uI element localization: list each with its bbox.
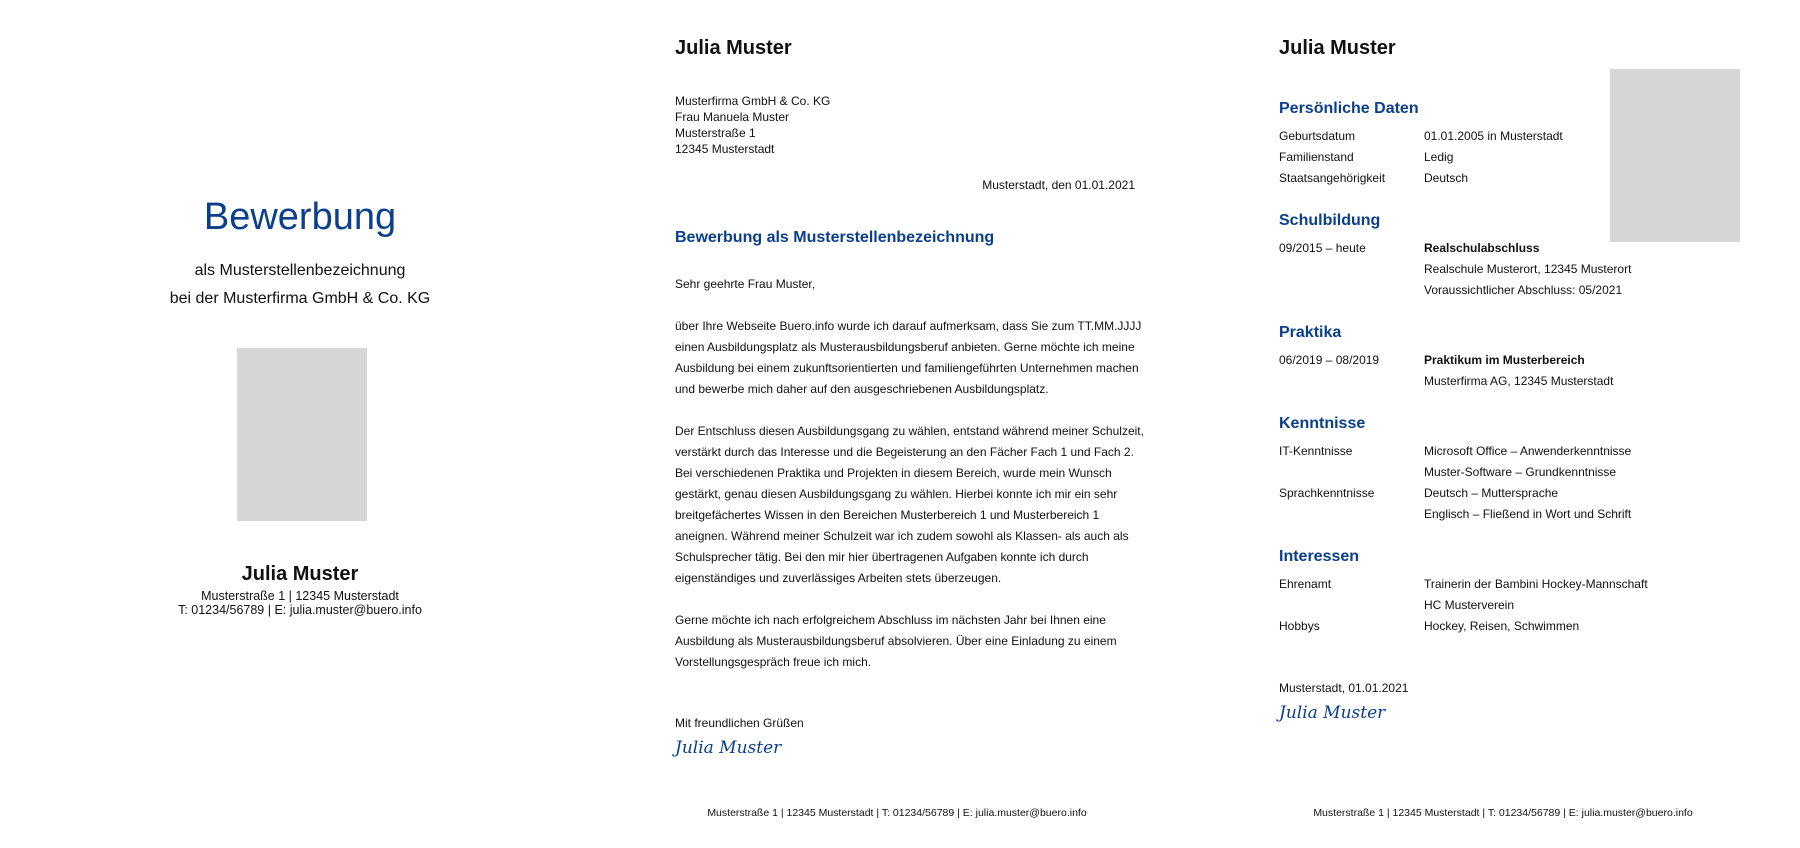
cv-section-interests xyxy=(1279,548,1739,637)
letter-paragraph: über Ihre Webseite Buero.info wurde ich darauf aufmerksam, dass Sie zum TT.MM.JJJJ einen Ausbildungsplatz als Musterausbildungsberuf anbieten. Gerne möchte ich meine Ausbildung bei einem zukunftsorientierten und familiengeführten Unternehmen machen und bewerbe mich daher auf den ausgeschriebenen Ausbildungsplatz. xyxy=(675,319,1142,396)
cv-row xyxy=(1279,259,1739,280)
row-value: Englisch – Fließend in Wort und Schrift xyxy=(1424,507,1632,521)
row-value: Ledig xyxy=(1424,150,1454,164)
row-value: Voraussichtlicher Abschluss: 05/2021 xyxy=(1424,283,1623,297)
cv-footer: Musterstraße 1 | 12345 Musterstadt | T: 01234/56789 | E: julia.muster@buero.info xyxy=(1313,807,1693,819)
cv-page xyxy=(1200,0,1800,848)
section-title: Persönliche Daten xyxy=(1279,100,1419,117)
row-label: Geburtsdatum xyxy=(1279,129,1356,143)
cover-contact: T: 01234/56789 | E: julia.muster@buero.info xyxy=(178,603,422,617)
cv-row xyxy=(1279,504,1739,525)
cv-row xyxy=(1279,238,1739,259)
letter-closing: Mit freundlichen Grüßen xyxy=(675,716,804,730)
cv-date: Musterstadt, 01.01.2021 xyxy=(1279,681,1409,695)
row-value: Realschulabschluss xyxy=(1424,241,1540,255)
row-value: Deutsch xyxy=(1424,171,1469,185)
row-label: IT-Kenntnisse xyxy=(1279,444,1353,458)
cv-row xyxy=(1279,574,1739,595)
row-value: Deutsch – Muttersprache xyxy=(1424,486,1559,500)
row-value: Praktikum im Musterbereich xyxy=(1424,353,1585,367)
letter-paragraph: Der Entschluss diesen Ausbildungsgang zu wählen, entstand während meiner Schulzeit, verstärkt durch das Interesse und die Begeisterung an den Fächer Fach 1 und Fach 2. Bei verschiedenen Praktika und Projekten in diesem Bereich, wurde mein Wunsch gestärkt, genau diesen Ausbildungsgang zu wählen. Hierbei konnte ich mir ein sehr breitgefächertes Wissen in den Bereichen Musterbereich 1 und Musterbereich 1 aneignen. Während meiner Schulzeit war ich zudem sowohl als Klassen- als auch als Schulsprecher tätig. Bei den mir hier übertragenen Aufgaben konnte ich durch eigenständiges und zuverlässiges Arbeiten stets überzeugen. xyxy=(675,424,1144,585)
letter-footer: Musterstraße 1 | 12345 Musterstadt | T: 01234/56789 | E: julia.muster@buero.info xyxy=(707,807,1087,819)
cover-letter-page xyxy=(600,0,1200,848)
cv-row xyxy=(1279,168,1739,189)
row-label: 09/2015 – heute xyxy=(1279,241,1366,255)
row-value: Muster-Software – Grundkenntnisse xyxy=(1424,465,1617,479)
cv-row xyxy=(1279,280,1739,301)
cv-row xyxy=(1279,595,1739,616)
row-label: Familienstand xyxy=(1279,150,1354,164)
row-value: Microsoft Office – Anwenderkenntnisse xyxy=(1424,444,1632,458)
letter-subject: Bewerbung als Musterstellenbezeichnung xyxy=(675,229,995,246)
cv-row xyxy=(1279,350,1739,371)
cover-page xyxy=(0,0,600,848)
letter-body xyxy=(675,274,1145,694)
cv-row xyxy=(1279,616,1739,637)
recipient-person: Frau Manuela Muster xyxy=(675,110,790,124)
section-title: Schulbildung xyxy=(1279,212,1381,229)
row-value: Trainerin der Bambini Hockey-Mannschaft xyxy=(1424,577,1648,591)
letter-signature: Julia Muster xyxy=(675,738,782,758)
recipient-street: Musterstraße 1 xyxy=(675,126,756,140)
row-value: Musterfirma AG, 12345 Musterstadt xyxy=(1424,374,1614,388)
cover-photo-placeholder xyxy=(237,348,367,521)
letter-sender-name: Julia Muster xyxy=(675,37,792,59)
row-label: Sprachkenntnisse xyxy=(1279,486,1375,500)
row-value: Realschule Musterort, 12345 Musterort xyxy=(1424,262,1632,276)
cv-row xyxy=(1279,441,1739,462)
section-title: Praktika xyxy=(1279,324,1342,341)
letter-date: Musterstadt, den 01.01.2021 xyxy=(982,178,1135,192)
row-label: Ehrenamt xyxy=(1279,577,1332,591)
row-value: HC Musterverein xyxy=(1424,598,1515,612)
cv-row xyxy=(1279,371,1739,392)
recipient-city: 12345 Musterstadt xyxy=(675,142,775,156)
cv-row xyxy=(1279,126,1739,147)
cv-section-school xyxy=(1279,212,1739,301)
cv-section-internships xyxy=(1279,324,1739,392)
cv-name: Julia Muster xyxy=(1279,37,1396,59)
row-label: 06/2019 – 08/2019 xyxy=(1279,353,1380,367)
cv-row xyxy=(1279,462,1739,483)
cover-subtitle-company: bei der Musterfirma GmbH & Co. KG xyxy=(169,290,431,307)
cv-section-personal xyxy=(1279,100,1739,189)
cover-subtitle-position: als Musterstellenbezeichnung xyxy=(194,262,406,279)
recipient-company: Musterfirma GmbH & Co. KG xyxy=(675,94,831,108)
letter-paragraph: Gerne möchte ich nach erfolgreichem Abschluss im nächsten Jahr bei Ihnen eine Ausbildung als Musterausbildungsberuf absolvieren. Über eine Einladung zu einem Vorstellungsgespräch freue ich mich. xyxy=(675,613,1117,669)
row-label: Hobbys xyxy=(1279,619,1320,633)
section-title: Interessen xyxy=(1279,548,1360,565)
section-title: Kenntnisse xyxy=(1279,415,1366,432)
row-value: 01.01.2005 in Musterstadt xyxy=(1424,129,1563,143)
row-label: Staatsangehörigkeit xyxy=(1279,171,1386,185)
cover-title: Bewerbung xyxy=(203,196,397,238)
letter-greeting: Sehr geehrte Frau Muster, xyxy=(675,277,816,291)
cover-address: Musterstraße 1 | 12345 Musterstadt xyxy=(201,589,399,603)
cv-row xyxy=(1279,147,1739,168)
cv-row xyxy=(1279,483,1739,504)
cv-section-skills xyxy=(1279,415,1739,525)
cover-applicant-name: Julia Muster xyxy=(241,563,359,585)
cv-signature: Julia Muster xyxy=(1279,703,1386,723)
recipient-address xyxy=(675,93,830,157)
row-value: Hockey, Reisen, Schwimmen xyxy=(1424,619,1580,633)
